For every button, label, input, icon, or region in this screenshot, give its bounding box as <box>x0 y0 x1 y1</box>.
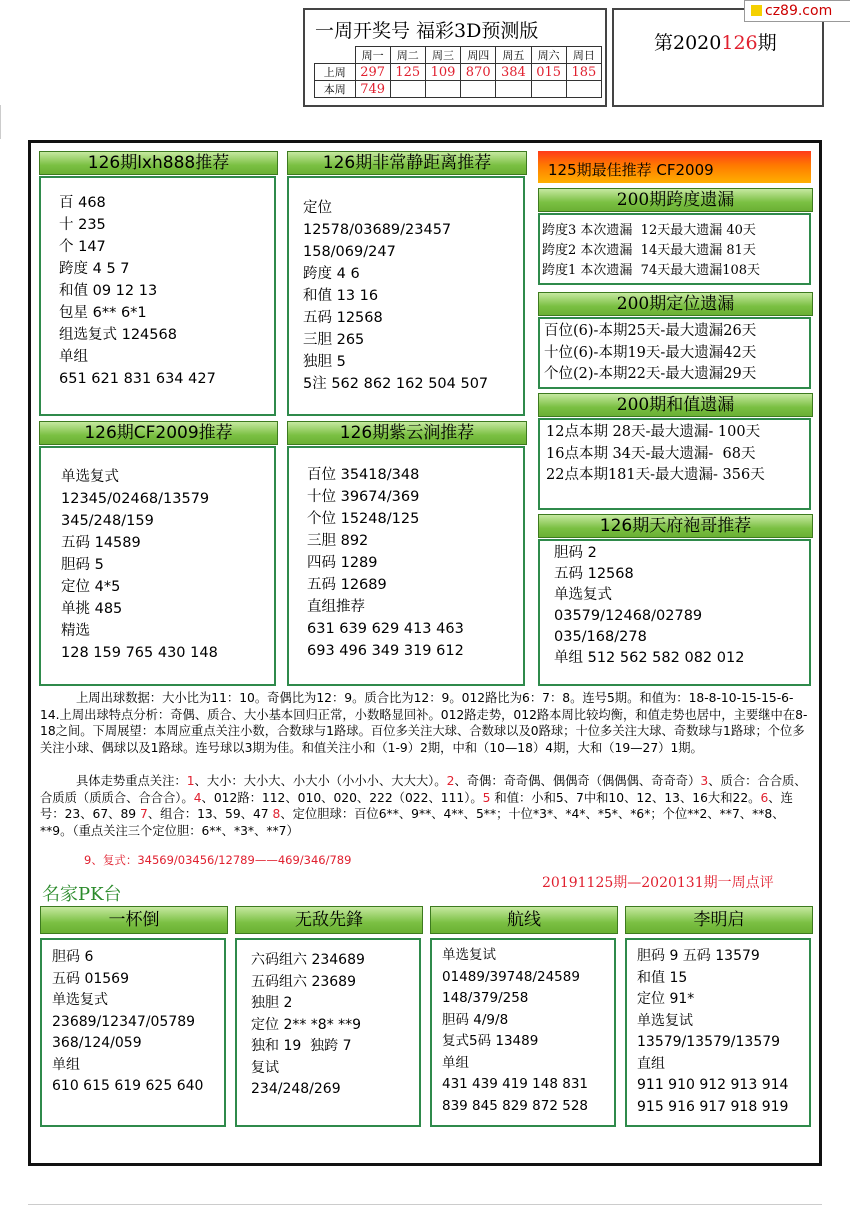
line: 五码 12568 <box>554 566 634 582</box>
line: 368/124/059 <box>52 1035 142 1051</box>
site-url: cz89.com <box>765 3 833 19</box>
line: 单组 <box>442 1054 469 1071</box>
line: 胆码 5 <box>61 557 104 573</box>
panel-zyj-title: 126期紫云涧推荐 <box>287 421 527 445</box>
panel-tfpg <box>538 539 811 686</box>
line: 01489/39748/24589 <box>442 968 580 985</box>
line: 十位(6)-本期19天-最大遗漏42天 <box>544 344 757 361</box>
header-title: 一周开奖号 福彩3D预测版 <box>315 20 539 42</box>
line: 精选 <box>61 623 90 639</box>
pk-col-1 <box>40 938 226 1127</box>
sum-omission-panel <box>538 418 811 510</box>
line: 和值 15 <box>637 969 688 986</box>
line: 个位 15248/125 <box>307 511 420 527</box>
line: 5注 562 862 162 504 507 <box>303 376 489 392</box>
panel-cf2009 <box>39 446 276 686</box>
line: 五码 14589 <box>61 535 141 551</box>
line: 和值 09 12 13 <box>59 283 158 299</box>
line: 十位 39674/369 <box>307 489 420 505</box>
line: 百位 35418/348 <box>307 467 420 483</box>
draw-value: 015 <box>531 64 566 81</box>
day-cell: 周三 <box>425 47 460 64</box>
days-row <box>315 47 602 64</box>
draw-value: 185 <box>566 64 601 81</box>
issue-number-highlight: 126 <box>721 32 758 54</box>
line: 单选复试 <box>637 1012 693 1029</box>
site-logo-square <box>751 5 762 16</box>
span-omission-panel <box>538 213 811 285</box>
pk-col-2-title: 无敌先鋒 <box>235 906 423 934</box>
line: 839 845 829 872 528 <box>442 1097 589 1114</box>
line: 跨度 4 6 <box>303 266 360 282</box>
draw-value: 384 <box>496 64 531 81</box>
line: 158/069/247 <box>303 244 396 260</box>
draw-table <box>314 46 602 98</box>
draw-value: 109 <box>425 64 460 81</box>
line: 十 235 <box>59 217 106 233</box>
line: 13579/13579/13579 <box>637 1034 781 1050</box>
line: 12578/03689/23457 <box>303 222 452 238</box>
bottom-divider <box>28 1204 822 1205</box>
panel-fcjjl-title: 126期非常静距离推荐 <box>287 151 527 175</box>
draw-value: 125 <box>390 64 425 81</box>
line: 345/248/159 <box>61 513 154 529</box>
line: 四码 1289 <box>307 555 378 571</box>
line: 12点本期 28天-最大遗漏- 100天 <box>546 424 761 440</box>
issue-number: 第2020126期 <box>654 32 777 54</box>
panel-lxh888 <box>39 176 276 416</box>
this-week-row <box>315 81 602 98</box>
line: 直组 <box>637 1055 665 1072</box>
day-cell: 周一 <box>355 47 390 64</box>
line: 单选复式 <box>52 992 108 1008</box>
line: 直组推荐 <box>307 599 365 615</box>
draw-value: 870 <box>461 64 496 81</box>
day-cell: 周五 <box>496 47 531 64</box>
line: 五码 12568 <box>303 310 383 326</box>
line: 胆码 6 <box>52 949 94 965</box>
header-divider <box>0 105 1 139</box>
position-omission-title: 200期定位遗漏 <box>538 292 813 316</box>
line: 单组 512 562 582 082 012 <box>554 650 745 666</box>
line: 跨度2 本次遗漏 14天最大遗漏 81天 <box>542 243 756 258</box>
line: 23689/12347/05789 <box>52 1013 196 1030</box>
span-omission-title: 200期跨度遗漏 <box>538 188 813 212</box>
line: 百位(6)-本期25天-最大遗漏26天 <box>544 323 757 339</box>
line: 三胆 892 <box>307 533 369 549</box>
line: 234/248/269 <box>251 1081 341 1097</box>
line: 16点本期 34天-最大遗漏- 68天 <box>546 445 756 462</box>
pk-col-2 <box>235 938 421 1127</box>
panel-fcjjl <box>287 176 525 416</box>
line: 定位 2** *8* **9 <box>251 1016 362 1033</box>
line: 定位 91* <box>637 991 695 1007</box>
line: 单挑 485 <box>61 601 123 617</box>
pk-col-4 <box>625 938 811 1127</box>
row-label: 上周 <box>315 64 356 81</box>
line: 和值 13 16 <box>303 288 379 304</box>
day-cell: 周六 <box>531 47 566 64</box>
pk-col-4-title: 李明启 <box>625 906 813 934</box>
line: 个 147 <box>59 239 106 255</box>
line: 915 916 917 918 919 <box>637 1098 789 1115</box>
analysis-paragraph: 上周出球数据：大小比为11：10。奇偶比为12：9。质合比为12：9。012路比为6：7：8。连号5期。和值为：18-8-10-15-15-6-14.上周出球特点分析：奇偶、质合、大小基本回归正常，小数略显回补。012路走势，012路本周比较均衡，和值走势也居中，主要继中在8-18之间。下周展望：本周应重点关注小数，合数球与1路球。百位多关注大球、合数球以及0路球；十位多关注大球、奇数球与1路球；个位多关注小球、偶球以及1路球。连号球以3期为佳。和值关注小和（1-9）2期，中和（10—18）4期，大和（19—27）1期。 <box>40 691 808 755</box>
panel-zyj <box>287 446 525 686</box>
line: 六码组六 234689 <box>251 952 365 968</box>
line: 独胆 5 <box>303 354 346 370</box>
line: 单选复试 <box>442 947 496 963</box>
day-cell: 周二 <box>390 47 425 64</box>
line: 五码 01569 <box>52 970 129 987</box>
day-cell: 周四 <box>461 47 496 64</box>
pk-col-3-title: 航线 <box>430 906 618 934</box>
issue-box <box>612 8 824 107</box>
pk-date: 20191125期—2020131期一周点评 <box>542 875 774 891</box>
line: 单组 <box>59 349 88 365</box>
panel-tfpg-title: 126期天府袍哥推荐 <box>538 514 813 538</box>
line: 跨度 4 5 7 <box>59 261 130 277</box>
best-recommend-banner: 125期最佳推荐 CF2009 <box>538 151 811 183</box>
line: 胆码 4/9/8 <box>442 1011 509 1028</box>
line: 911 910 912 913 914 <box>637 1077 789 1093</box>
sum-omission-title: 200期和值遗漏 <box>538 393 813 417</box>
position-omission-panel <box>538 317 811 389</box>
panel-cf2009-title: 126期CF2009推荐 <box>39 421 278 445</box>
line: 复试 <box>251 1059 279 1076</box>
line: 03579/12468/02789 <box>554 608 703 624</box>
panel-lxh888-title: 126期lxh888推荐 <box>39 151 278 175</box>
line: 定位 <box>303 200 332 216</box>
line: 128 159 765 430 148 <box>61 645 218 661</box>
line: 431 439 419 148 831 <box>442 1076 589 1092</box>
line: 035/168/278 <box>554 629 647 645</box>
draw-value: 297 <box>355 64 390 81</box>
line: 胆码 9 五码 13579 <box>637 948 760 964</box>
line: 跨度3 本次遗漏 12天最大遗漏 40天 <box>542 223 756 238</box>
line: 单选复式 <box>61 469 119 485</box>
line: 定位 4*5 <box>61 579 121 595</box>
line: 跨度1 本次遗漏 74天最大遗漏108天 <box>542 263 761 278</box>
pk-col-3 <box>430 938 616 1127</box>
row-label: 本周 <box>315 81 356 98</box>
day-cell: 周日 <box>566 47 601 64</box>
draw-value: 749 <box>355 81 390 98</box>
line: 复式5码 13489 <box>442 1033 539 1049</box>
line: 五码 12689 <box>307 577 387 593</box>
line: 12345/02468/13579 <box>61 491 210 507</box>
line: 胆码 2 <box>554 545 597 561</box>
site-badge[interactable] <box>744 0 850 22</box>
line: 百 468 <box>59 195 106 211</box>
line: 单组 <box>52 1056 80 1073</box>
line: 693 496 349 319 612 <box>307 643 464 659</box>
line: 独胆 2 <box>251 995 293 1011</box>
line: 651 621 831 634 427 <box>59 371 216 387</box>
line: 148/379/258 <box>442 990 529 1006</box>
line: 组选复式 124568 <box>59 327 177 343</box>
line: 五码组六 23689 <box>251 973 356 990</box>
draw-table-box <box>303 8 607 107</box>
last-week-row <box>315 64 602 81</box>
line: 个位(2)-本期22天-最大遗漏29天 <box>544 366 757 382</box>
line: 单选复式 <box>554 587 612 603</box>
line: 包星 6** 6*1 <box>59 305 147 321</box>
trend-paragraph: 具体走势重点关注：1、大小：大小大、小大小（小小小、大大大）。2、奇偶：奇奇偶、偶偶奇（偶偶偶、奇奇奇）3、质合：合合质、合质质（质质合、合合合）。4、012路：112、010、020、222（022、111）。5 和值：小和5、7中和10、12、13、16大和22。6、连号：23、67、89 7、组合：13、59、47 8、定位胆球：百位6**、9**、4**、5**；十位*3*、*4*、*5*、*6*；个位**2、**7、**8、**9。（重点关注三个定位胆：6**、*3*、**7） <box>40 774 807 838</box>
line: 610 615 619 625 640 <box>52 1078 204 1094</box>
compound-line: 9、复式：34569/03456/12789——469/346/789 <box>84 853 352 867</box>
pk-label: 名家PK台 <box>42 884 122 905</box>
line: 独和 19 独跨 7 <box>251 1038 352 1054</box>
line: 631 639 629 413 463 <box>307 621 464 637</box>
line: 三胆 265 <box>303 332 365 348</box>
pk-col-1-title: 一杯倒 <box>40 906 228 934</box>
line: 22点本期181天-最大遗漏- 356天 <box>546 467 765 483</box>
